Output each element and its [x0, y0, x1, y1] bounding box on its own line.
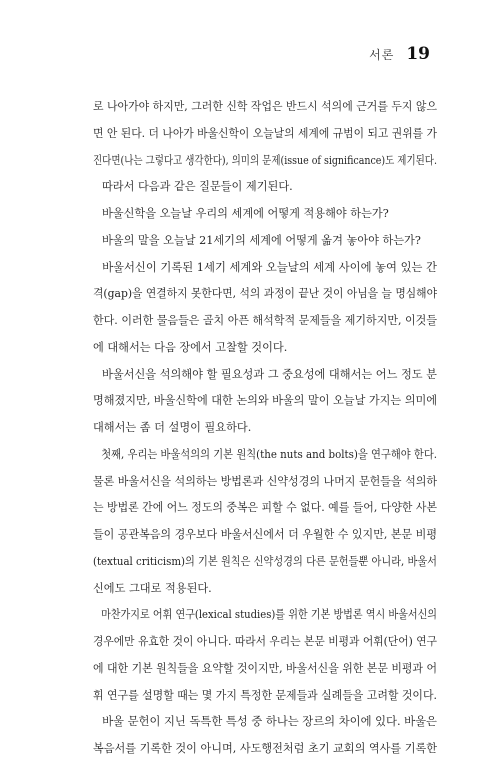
text-line [93, 121, 437, 148]
running-head [369, 44, 430, 66]
text-line-content: 들이 공관복음의 경우보다 바울서신에서 더 우월한 수 있지만, 본문 비평 [93, 528, 437, 541]
text-line [93, 148, 437, 175]
text-line-content: 바울신학을 오늘날 우리의 세계에 어떻게 적용해야 하는가? [102, 207, 389, 220]
text-line [93, 174, 437, 201]
text-line [93, 228, 437, 255]
text-line-content: 명해졌지만, 바울신학에 대한 논의와 바울의 말이 오늘날 가지는 의미에 [93, 394, 437, 408]
text-line [93, 602, 437, 629]
text-line-content: 로 나아가야 하지만, 그러한 신학 작업은 반드시 석의에 근거를 두지 않으 [93, 100, 437, 113]
text-line-content: 바울서신을 석의해야 할 필요성과 그 중요성에 대해서는 어느 정도 분 [102, 367, 437, 381]
text-line [93, 629, 437, 656]
text-line [93, 335, 437, 362]
text-line-content: 진다면(나는 그렇다고 생각한다), 의미의 문제(issue of significance)도 제기된다. [93, 153, 437, 167]
text-line [93, 683, 437, 710]
text-line-content: 따라서 다음과 같은 질문들이 제기된다. [102, 180, 293, 194]
body-text [93, 94, 437, 763]
text-line-content: 휘 연구를 설명할 때는 몇 가지 특정한 문제들과 실례들을 고려할 것이다. [93, 688, 437, 702]
text-line [93, 94, 437, 121]
text-line [93, 522, 437, 549]
text-line-content: 바울 문헌이 지닌 독특한 특성 중 하나는 장르의 차이에 있다. 바울은 [102, 715, 437, 729]
text-line-content: 대해서는 좀 더 설명이 필요하다. [93, 421, 252, 434]
text-line-content: 마찬가지로 어휘 연구(lexical studies)를 위한 기본 방법론 역시 바울서신의 [101, 608, 437, 622]
text-line-content: 는 방법론 간에 어느 정도의 중복은 피할 수 없다. 예를 들어, 다양한 사본 [93, 501, 437, 515]
text-line-content: 면 안 된다. 더 나아가 바울신학이 오늘날의 세계에 규범이 되고 권위를 가 [93, 126, 437, 140]
text-line-content: 바울서신이 기록된 1세기 세계와 오늘날의 세계 사이에 놓여 있는 간 [102, 260, 437, 274]
text-line-content: 물론 바울서신을 석의하는 방법론과 신약성경의 나머지 문헌들을 석의하 [93, 474, 437, 488]
text-line [93, 736, 437, 763]
text-line [93, 362, 437, 389]
text-line-content: (textual criticism)의 기본 원칙은 신약성경의 다른 문헌들뿐 아니라, 바울서 [93, 554, 437, 568]
text-line-content: 격(gap)을 연결하지 못한다면, 석의 과정이 끝난 것이 아님을 늘 명심해야 [93, 287, 437, 301]
text-line [93, 469, 437, 496]
text-line [93, 308, 437, 335]
text-line [93, 656, 437, 683]
text-line [93, 495, 437, 522]
text-line [93, 415, 437, 442]
text-line [93, 442, 437, 469]
page-number: 19 [406, 44, 430, 64]
text-line-content: 첫째, 우리는 바울석의의 기본 원칙(the nuts and bolts)을 연구해야 한다. [101, 447, 437, 461]
text-line [93, 576, 437, 603]
text-line [93, 549, 437, 576]
text-line-content: 한다. 이러한 물음들은 골치 아픈 해석학적 문제들을 제기하지만, 이것들 [93, 314, 437, 327]
text-line-content: 경우에만 유효한 것이 아니다. 따라서 우리는 본문 비평과 어휘(단어) 연구 [93, 635, 437, 648]
text-line-content: 신에도 그대로 적용된다. [93, 581, 212, 595]
text-line-content: 에 대해서는 다음 장에서 고찰할 것이다. [93, 340, 288, 354]
text-line [93, 281, 437, 308]
text-line [93, 388, 437, 415]
text-line-content: 에 대한 기본 원칙들을 요약할 것이지만, 바울서신을 위한 본문 비평과 어 [93, 661, 437, 675]
running-head-section-title: 서론 [369, 48, 395, 62]
text-line [93, 255, 437, 282]
text-line [93, 201, 437, 228]
text-line-content: 복음서를 기록한 것이 아니며, 사도행전처럼 초기 교회의 역사를 기록한 [93, 742, 437, 755]
text-line-content: 바울의 말을 오늘날 21세기의 세계에 어떻게 옮겨 놓아야 하는가? [102, 233, 421, 247]
